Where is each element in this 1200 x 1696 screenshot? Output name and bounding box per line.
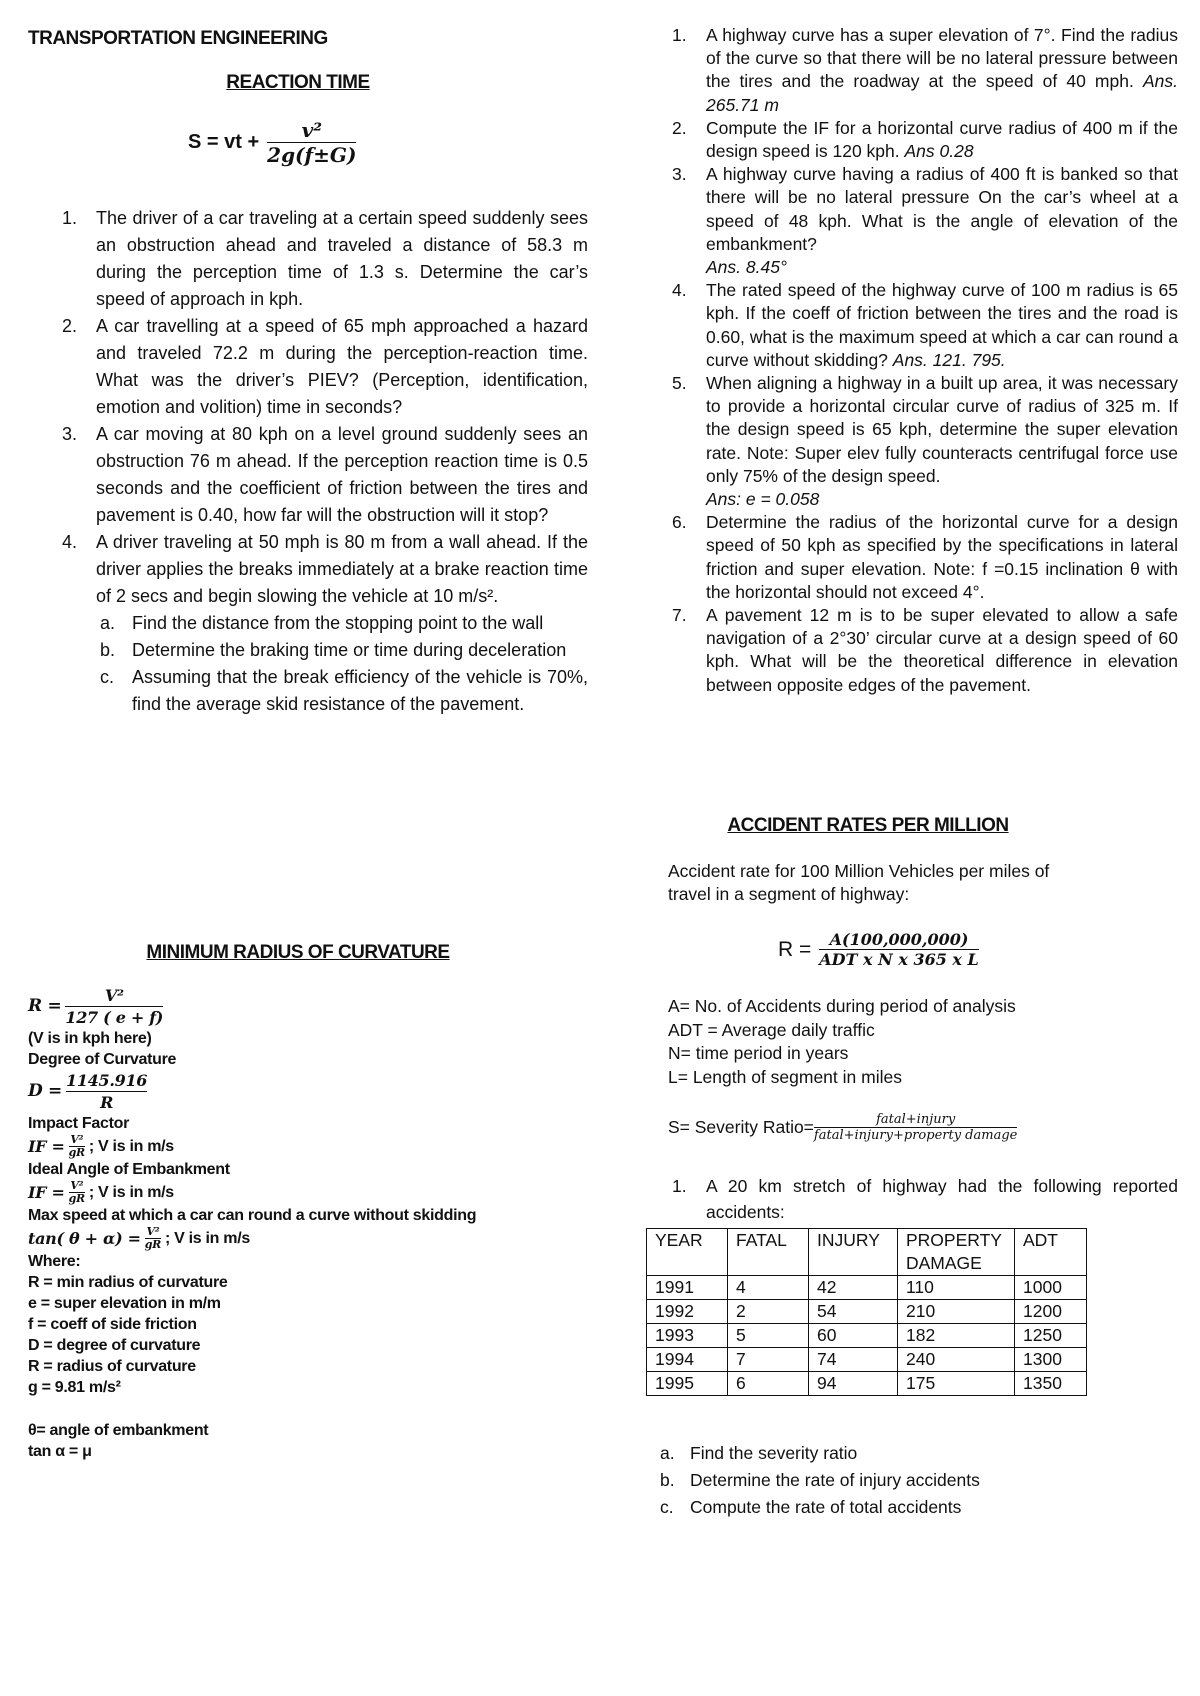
formula-numerator: v² — [301, 118, 322, 142]
table-row: 1995 6 94 175 1350 — [647, 1372, 1087, 1396]
answer: Ans. 121. 795. — [892, 349, 1006, 370]
answer: Ans 0.28 — [904, 141, 974, 162]
list-item: 2. A car travelling at a speed of 65 mph approached a hazard and traveled 72.2 m during the perception-reaction time. What was the driver’s PIEV? (Perception, identification, emotion and volition) time in seconds? — [62, 316, 588, 417]
definition: R = radius of curvature — [28, 1358, 196, 1375]
accident-definitions — [668, 995, 1016, 1089]
list-item: 1. The driver of a car traveling at a certain speed suddenly sees an obstruction ahead and traveled a distance of 58.3 m during the perception time of 1.3 s. Determine the car’s speed of approach in kph. — [62, 208, 588, 309]
reaction-time-formula — [188, 118, 356, 167]
accident-sub-questions — [658, 1440, 980, 1521]
impact-label: Impact Factor — [28, 1115, 130, 1132]
accident-question — [668, 1173, 1178, 1225]
sub-item: c. Assuming that the break efficiency of the vehicle is 70%, find the average skid resistance of the pavement. — [100, 667, 588, 714]
formula-lhs: S = vt + — [188, 131, 260, 153]
max-speed-label: Max speed at which a car can round a curve without skidding — [28, 1207, 477, 1224]
formula-fraction — [267, 118, 356, 167]
list-item: 4. A driver traveling at 50 mph is 80 m from a wall ahead. If the driver applies the breaks immediately at a brake reaction time of 2 secs and begin slowing the vehicle at 10 m/s². a. Find the distance from the stopping point to the wall b. Determine the braking time or time during deceleration c. Assuming that the break efficiency of the vehicle is 70%, find the average skid resistance of the pavement. — [58, 529, 588, 718]
degree-formula: D = $\frac{1145.916}{R}$ — [28, 1071, 148, 1112]
where-label: Where: — [28, 1253, 81, 1270]
min-radius-heading: MINIMUM RADIUS OF CURVATURE — [146, 942, 450, 963]
document-title: TRANSPORTATION ENGINEERING — [28, 28, 328, 49]
accident-table — [646, 1228, 1087, 1396]
radius-formula: R = $\frac{\text{V²}}{127 ( e + f)}$ — [28, 986, 164, 1027]
table-row: 1992 2 54 210 1200 — [647, 1300, 1087, 1324]
sub-item: c. Compute the rate of total accidents — [660, 1497, 962, 1517]
table-row: 1991 4 42 110 1000 — [647, 1276, 1087, 1300]
reaction-time-heading: REACTION TIME — [226, 72, 370, 93]
theta-definition: θ= angle of embankment — [28, 1422, 209, 1439]
severity-formula: S= Severity Ratio= $\frac{\text{fatal+injury}}{\text{fatal+injury+property damage}}$ — [668, 1112, 1018, 1143]
definition: A= No. of Accidents during period of analysis — [668, 996, 1016, 1016]
table-header-row: YEAR FATAL INJURY PROPERTY DAMAGE ADT — [647, 1229, 1087, 1276]
degree-label: Degree of Curvature — [28, 1051, 177, 1068]
definition: f = coeff of side friction — [28, 1316, 197, 1333]
v-note: (V is in kph here) — [28, 1030, 152, 1047]
definition: L= Length of segment in miles — [668, 1066, 902, 1087]
impact-formula: IF = V² gR ; V is in m/s — [28, 1133, 174, 1159]
list-item: 4. The rated speed of the highway curve of 100 m radius is 65 kph. If the coeff of friction between the tires and the road is 0.60, what is the maximum speed at which a car can round a curve without skidding? Ans. 121. 795. — [672, 280, 1178, 370]
reaction-time-questions — [58, 205, 588, 718]
tan-definition: tan α = μ — [28, 1443, 92, 1460]
definition: D = degree of curvature — [28, 1337, 201, 1354]
sub-item: b. Determine the braking time or time during deceleration — [100, 640, 567, 660]
accident-rate-formula: R = $\frac{A(100,000,000)}{\text{ADT x N x 365 x L}}$ — [778, 930, 979, 969]
definition: e = super elevation in m/m — [28, 1295, 221, 1312]
sub-item: a. Find the severity ratio — [660, 1443, 858, 1463]
sub-item: a. Find the distance from the stopping point to the wall — [100, 613, 544, 633]
list-item: 3. A car moving at 80 kph on a level ground suddenly sees an obstruction 76 m ahead. If the perception reaction time is 0.5 seconds and the coefficient of friction between the tires and pavement is 0.40, how far will the obstruction will it stop? — [62, 424, 588, 525]
answer: Ans. 8.45° — [706, 257, 787, 278]
definition: N= time period in years — [668, 1043, 849, 1063]
curve-questions — [668, 24, 1178, 697]
list-item: 3. A highway curve having a radius of 400 ft is banked so that there will be no lateral pressure On the car’s wheel at a speed of 48 kph. What is the angle of elevation of the embankment? Ans. 8.45° — [672, 164, 1178, 278]
table-row: 1993 5 60 182 1250 — [647, 1324, 1087, 1348]
accident-heading: ACCIDENT RATES PER MILLION — [727, 815, 1009, 836]
definition: R = min radius of curvature — [28, 1274, 228, 1291]
min-radius-formulas — [28, 985, 568, 1462]
sub-list — [96, 610, 588, 718]
table-row: 1994 7 74 240 1300 — [647, 1348, 1087, 1372]
list-item: 1. A highway curve has a super elevation of 7°. Find the radius of the curve so that there will be no lateral pressure between the tires and the roadway at the speed of 40 mph. Ans. 265.71 m — [672, 25, 1178, 115]
definition: ADT = Average daily traffic — [668, 1019, 875, 1040]
list-item: 6. Determine the radius of the horizontal curve for a design speed of 50 kph as specified by the specifications in lateral friction and super elevation. Note: f =0.15 inclination θ with the horizontal should not exceed 4°. — [672, 512, 1178, 602]
answer: Ans. 265.71 m — [706, 71, 1178, 115]
list-item: 5. When aligning a highway in a built up area, it was necessary to provide a horizontal circular curve of radius of 325 m. If the design speed is 65 kph, determine the super elevation rate. Note: Super elev fully counteracts centrifugal force use only 75% of the design speed. Ans: e = 0.058 — [672, 373, 1178, 510]
tan-formula: tan( θ + α) = V² gR ; V is in m/s — [28, 1225, 250, 1251]
list-item: 1. A 20 km stretch of highway had the following reported accidents: — [672, 1176, 1178, 1222]
definition: g = 9.81 m/s² — [28, 1379, 121, 1396]
ideal-label: Ideal Angle of Embankment — [28, 1161, 230, 1178]
list-item: 2. Compute the IF for a horizontal curve radius of 400 m if the design speed is 120 kph. Ans 0.28 — [672, 117, 1178, 162]
ideal-formula: IF = V² gR ; V is in m/s — [28, 1179, 174, 1205]
accident-intro: Accident rate for 100 Million Vehicles per miles of travel in a segment of highway: — [668, 861, 1050, 904]
sub-item: b. Determine the rate of injury accidents — [660, 1470, 980, 1490]
formula-denominator: 2g(f±G) — [267, 143, 357, 167]
list-item: 7. A pavement 12 m is to be super elevated to allow a safe navigation of a 2°30’ circular curve at a design speed of 60 kph. What will be the theoretical difference in elevation between opposite edges of the pavement. — [672, 605, 1178, 695]
answer: Ans: e = 0.058 — [706, 489, 820, 510]
